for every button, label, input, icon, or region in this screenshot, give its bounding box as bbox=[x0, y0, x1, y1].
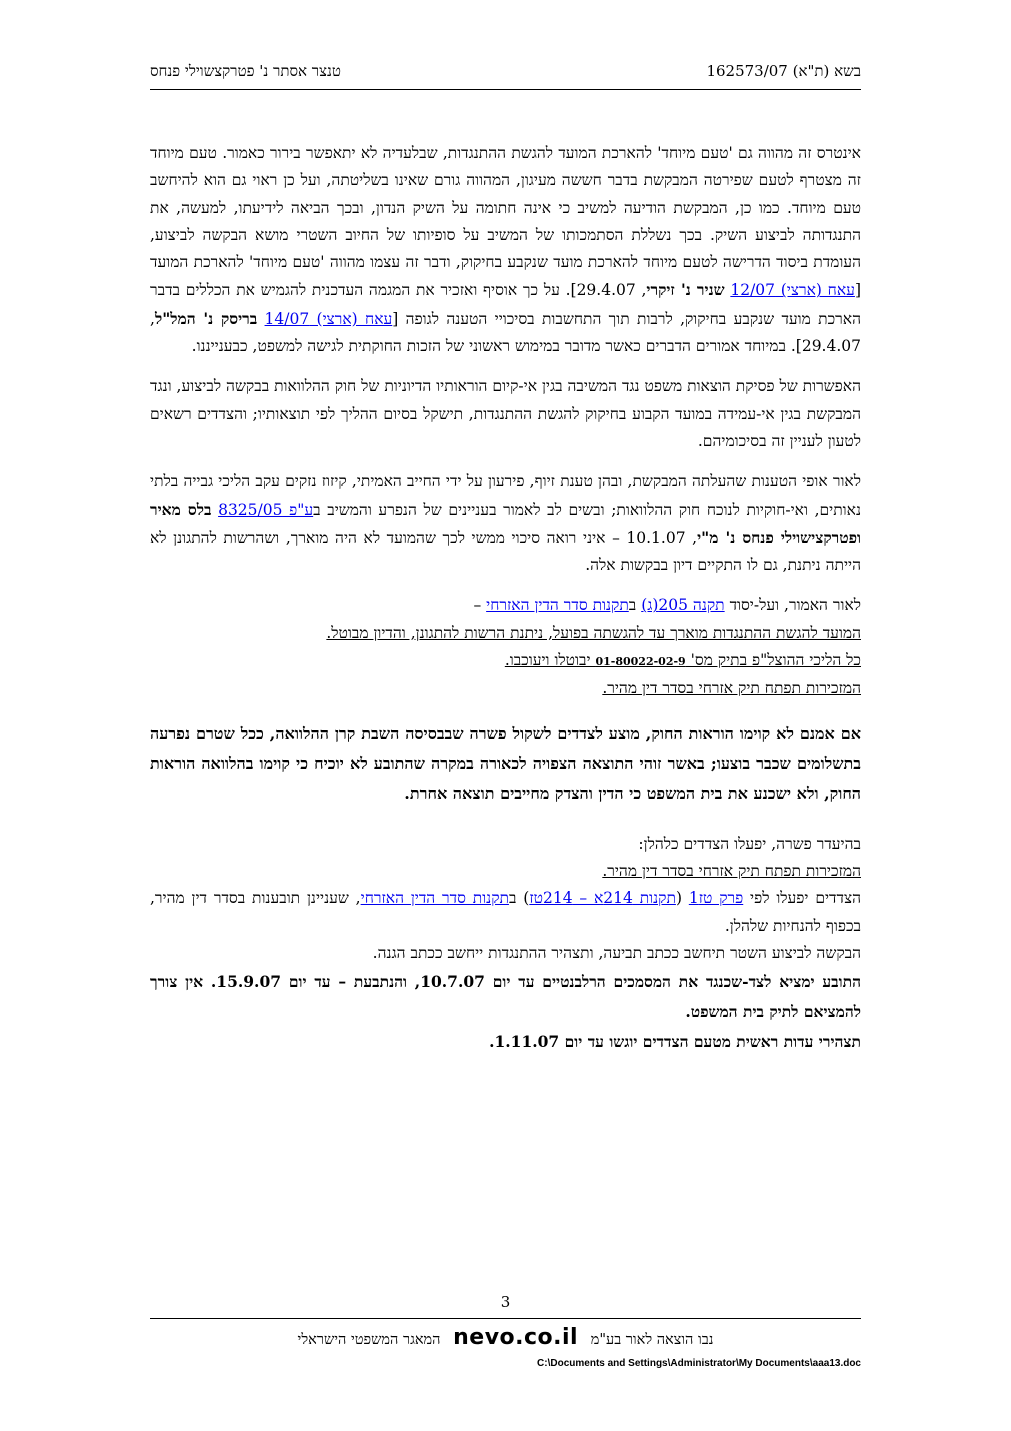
nevo-logo: nevo.co.il bbox=[453, 1325, 579, 1350]
paragraph-costs: האפשרות של פסיקת הוצאות משפט נגד המשיבה בגין אי-קיום הוראותיו הדיוניות של חוק ההלוואות בבקשה לביצוע, ונגד המבקשת בגין אי-עמידה במועד הקבוע בחיקוק להגשת ההתנגדות, תישקל בסיום ההליך לפי תוצאותיו; והצדדים רשאים לטעון לעניין זה בסיכומיהם. bbox=[150, 377, 861, 450]
decision-line-cancel-execution bbox=[150, 647, 861, 675]
absent-settlement-line: בהיעדר פשרה, יפעלו הצדדים כלהלן: bbox=[638, 834, 861, 853]
database-text: המאגר המשפטי הישראלי bbox=[297, 1332, 441, 1348]
decision-text: כל הליכי ההוצל"פ בתיק מס' bbox=[685, 651, 861, 670]
decision-intro bbox=[150, 592, 861, 619]
decision-line-open-file: המזכירות תפתח תיק אזרחי בסדר דין מהיר. bbox=[602, 679, 861, 698]
decision-text: יבוטלו ויעוכבו. bbox=[504, 651, 596, 670]
regulation-link-civil-procedure[interactable]: תקנות סדר הדין האזרחי bbox=[486, 596, 629, 615]
chapter-link-16a[interactable]: פרק טז1 bbox=[688, 889, 744, 908]
regulation-link-205[interactable]: תקנה 205(ג) bbox=[641, 596, 725, 615]
execution-case-number: 01-80022-02-9 bbox=[595, 655, 686, 669]
decision-intro-text: – bbox=[473, 596, 487, 615]
header-parties: טנצר אסתר נ' פטרקצשוילי פנחס bbox=[150, 62, 341, 80]
paragraph-text: אינטרס זה מהווה גם 'טעם מיוחד' להארכת המועד להגשת ההתנגדות, שבלעדיה לא יתאפשר בירור כאמור. טעם מיוחד זה מצטרף לטעם שפירטה המבקשת בדבר חששה מעיגון, המהווה גורם שאינו בשליטתה, ועל כן ראוי גם הוא להיחשב טעם מיוחד. כמו כן, המבקשת הודיעה למשיב כי אינה חתומה על השיק הנדון, ובכך הביאה לידיעתו, למעשה, את התנגדותה לביצוע השיק. בכך נשללת הסתמכותו של המשיב על סופיותו של החיוב השטרי מושא הבקשה לביצוע, העומדת ביסוד הדרישה לטעם מיוחד להארכת מועד שנקבע בחיקוק, ודבר זה עצמו מהווה 'טעם מיוחד' להארכת המועד [ bbox=[150, 144, 861, 300]
documents-deadline: התובע ימציא לצד-שכנגד את המסמכים הרלבנטיים עד יום 10.7.07, והנתבעת – עד יום 15.9.07. אין צורך להמציאם לתיק בית המשפט. bbox=[150, 972, 861, 1022]
case-name-brisk: בריסק נ' המל"ל bbox=[154, 308, 258, 328]
citation-link-schnir[interactable]: עאח (ארצי) 12/07 bbox=[730, 281, 855, 300]
file-path: C:\Documents and Settings\Administrator\My Documents\aaa13.doc bbox=[537, 1358, 861, 1369]
decision-line-extension: המועד להגשת ההתנגדות מוארך עד להגשתה בפועל, ניתנת הרשות להתגונן, והדיון מבוטל. bbox=[326, 623, 861, 642]
instruction-text: ) ב bbox=[508, 889, 530, 908]
citation-link-appeal[interactable]: ע"פ 8325/05 bbox=[218, 500, 314, 519]
publisher-text: נבו הוצאה לאור בע"מ bbox=[590, 1332, 714, 1348]
settlement-proposal: אם אמנם לא קוימו הוראות החוק, מוצע לצדדים לשקול פשרה שבבסיסה השבת קרן ההלוואה, ככל שטרם נפרעה בתשלומים שכבר בוצעו; באשר זוהי התוצאה הצפויה לכאורה במקרה שהתובע לא יוכיח כי קוימו בהלוואה הוראות החוק, ולא ישכנע את בית המשפט כי הדין והצדק מחייבים תוצאה אחרת. bbox=[150, 723, 861, 803]
decision-intro-text: לאור האמור, ועל-יסוד bbox=[724, 596, 861, 615]
decision-intro-text: ב bbox=[628, 596, 642, 615]
page-footer bbox=[150, 1325, 861, 1350]
paragraph-text: , 10.1.07 – איני רואה סיכוי ממשי לכך שהמועד לא היה מוארך, ושהרשות להתגונן לא הייתה ניתנת, גם לו התקיים דיון בבקשות אלה. bbox=[150, 528, 861, 575]
paragraph-text: , 29.4.07]. במיוחד אמורים הדברים כאשר מדובר במימוש ראשוני של הזכות החוקתית לגישה למשפט, כבענייננו. bbox=[150, 309, 861, 356]
case-name-schnir: שניר נ' זיקרי bbox=[646, 280, 725, 300]
instruction-text: ( bbox=[675, 889, 689, 908]
regulation-link-civil-procedure-2[interactable]: תקנות סדר הדין האזרחי bbox=[360, 889, 509, 908]
paragraph-special-reason bbox=[150, 140, 861, 360]
citation-link-brisk[interactable]: עאח (ארצי) 14/07 bbox=[264, 309, 393, 328]
header-case-number: בשא (ת"א) 162573/07 bbox=[706, 62, 861, 80]
instruction-text: , שעניינן תובענות בסדר דין מהיר, בכפוף להנחיות שלהלן. bbox=[150, 889, 861, 935]
parties-instructions bbox=[150, 885, 861, 940]
registry-line: המזכירות תפתח תיק אזרחי בסדר דין מהיר. bbox=[602, 861, 861, 880]
page-header bbox=[150, 62, 861, 90]
footer-divider bbox=[150, 1318, 861, 1319]
regulations-link-214[interactable]: תקנות 214א – 214טז bbox=[529, 889, 676, 908]
page-number: 3 bbox=[500, 1293, 511, 1311]
case-name-bless: בלס מאיר ופטרקצישוילי פנחס נ' מ"י bbox=[150, 499, 862, 547]
paragraph-text: לאור אופי הטענות שהעלתה המבקשת, ובהן טענת זיוף, פירעון על ידי החייב האמיתי, קיזוז נזקים עקב הליכי גבייה בלתי נאותים, ואי-חוקיות לנוכח חוק ההלוואות; ובשים לב לאמור בעניינים של הנפרע והמשיב ב bbox=[150, 472, 861, 519]
paragraph-claims bbox=[150, 468, 861, 579]
request-statement: הבקשה לביצוע השטר תיחשב ככתב תביעה, ותצהיר ההתנגדות ייחשב ככתב הגנה. bbox=[372, 943, 861, 962]
paragraph-text: , 29.4.07]. על כך אוסיף ואזכיר את המגמה העדכנית להגמיש את הכללים בדבר הארכת מועד שנקבע בחיקוק, לרבות תוך התחשבות בסיכויי הטענה לגופה [ bbox=[150, 281, 861, 328]
affidavits-deadline: תצהירי עדות ראשית מטעם הצדדים יוגשו עד יום 1.11.07. bbox=[489, 1032, 861, 1052]
document-body bbox=[150, 140, 861, 1057]
instruction-text: הצדדים יפעלו לפי bbox=[743, 889, 862, 908]
